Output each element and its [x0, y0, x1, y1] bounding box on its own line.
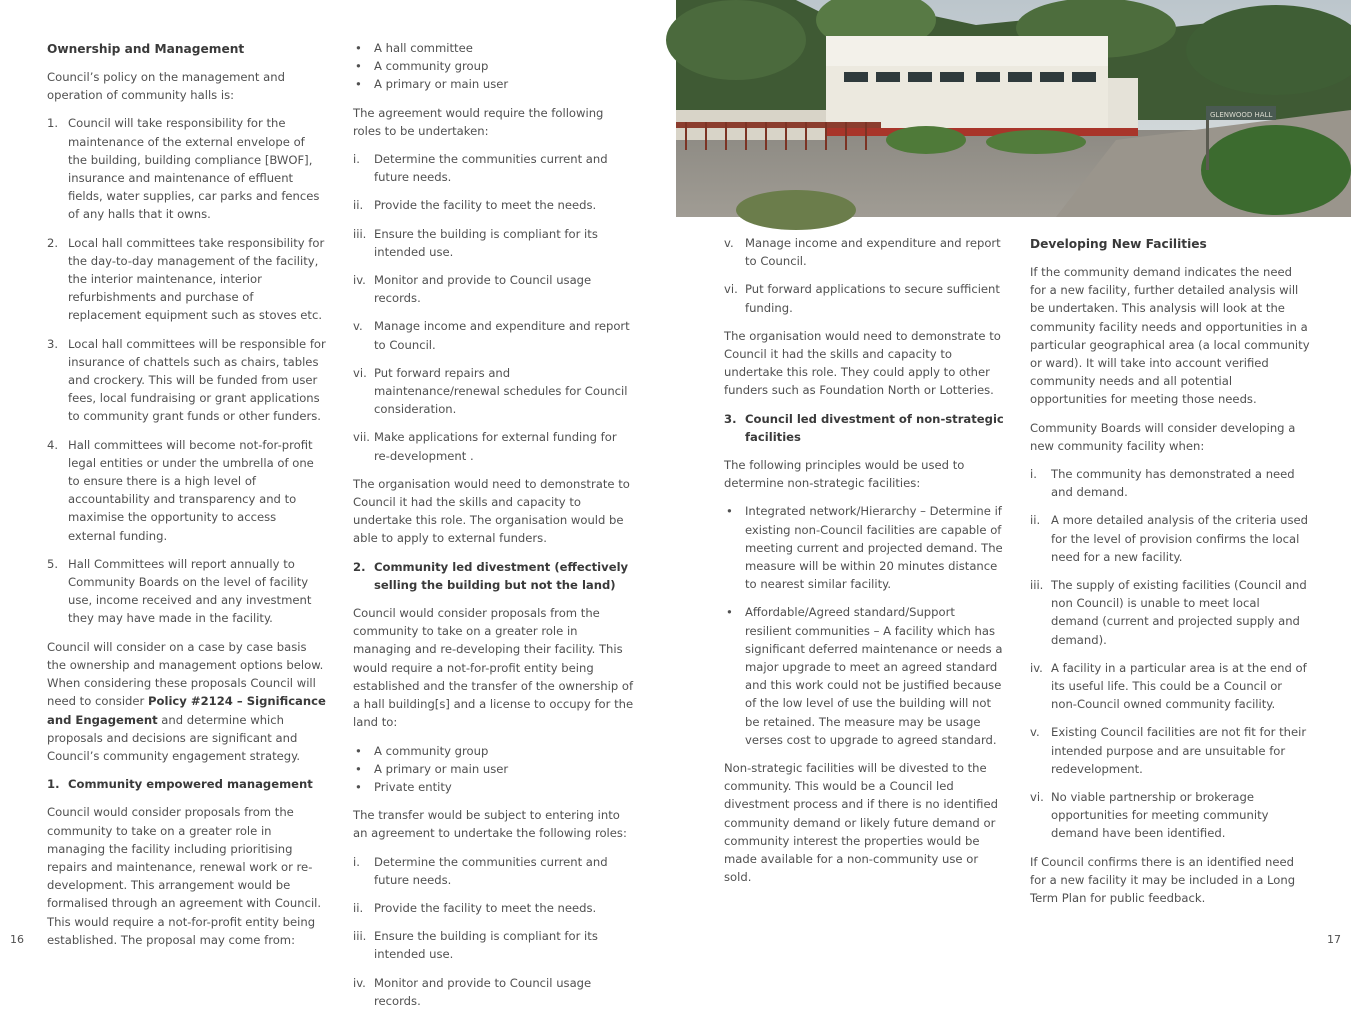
council-led-divestment-heading: 3. Council led divestment of non-strategic facilities — [724, 411, 1004, 444]
skills-paragraph: The organisation would need to demonstrate to Council it had the skills and capacity to undertake this role. They could apply to other funders such as Foundation North or Lotteries. — [724, 328, 1001, 398]
list-item: v. Manage income and expenditure and report to Council. — [353, 319, 630, 352]
list-item: v. Existing Council facilities are not fit for their intended purpose and are unsuitable for redevelopment. — [1030, 725, 1307, 776]
developing-new-facilities-heading: Developing New Facilities — [1030, 237, 1207, 251]
policy-paragraph: Council will consider on a case by case basis the ownership and management options below. When considering these proposals Council will need to consider Policy #2124 – Significance and Engagement and determine which proposals and decisions are significant and Council’s community engagement strategy. — [47, 639, 326, 763]
transfer-paragraph: The transfer would be subject to entering into an agreement to undertake the following roles: — [353, 808, 627, 841]
transfer-roles-list — [353, 853, 635, 1010]
list-item: i. Determine the communities current and future needs. — [353, 854, 608, 887]
new-facilities-intro: If the community demand indicates the need for a new facility, further detailed analysis will be undertaken. This analysis will look at the community facility needs and opportunities in a particular geographical area (a local community or ward). It will take into account verified community needs and all potential opportunities for meeting those needs. — [1030, 265, 1310, 407]
closing-paragraph: If Council confirms there is an identified need for a new facility it may be included in a Long Term Plan for public feedback. — [1030, 854, 1296, 906]
community-empowered-heading: 1. Community empowered management — [47, 777, 313, 792]
column-3 — [724, 234, 1004, 897]
list-item: • A community group — [355, 743, 489, 758]
roles-intro: The agreement would require the following roles to be undertaken: — [353, 105, 604, 138]
page-number-left: 16 — [10, 933, 24, 946]
community-led-divestment-paragraph: Council would consider proposals from the community to take on a greater role in managing and re-developing their facility. This would require a not-for-profit entity being established and the transfer of the ownership of a hall building[s] and a license to occupy for the land to: — [353, 606, 634, 730]
list-item: ii. Provide the facility to meet the needs. — [353, 900, 597, 915]
list-item: iv. Monitor and provide to Council usage records. — [353, 975, 592, 1008]
list-item: iii. Ensure the building is compliant for its intended use. — [353, 226, 598, 259]
page-number-right: 17 — [1327, 933, 1341, 946]
list-item: i. Determine the communities current and future needs. — [353, 152, 608, 185]
list-item: i. The community has demonstrated a need and demand. — [1030, 467, 1295, 500]
ownership-heading: Ownership and Management — [47, 42, 245, 56]
list-item: • Affordable/Agreed standard/Support resilient communities – A facility which has significant deferred maintenance or needs a major upgrade to meet an agreed standard and this work could not be justified because of the low level of use the building will not be retained. The measure may be usage verses cost to upgrade to agreed standard. — [726, 605, 1003, 747]
agreement-roles-list — [353, 150, 635, 465]
list-item: • A primary or main user — [355, 77, 509, 92]
list-item: iii. The supply of existing facilities (Council and non Council) is unable to meet local demand (current and projected supply and demand). — [1030, 578, 1307, 647]
column-4 — [1030, 234, 1310, 917]
list-item: vii. Make applications for external funding for re-development . — [353, 430, 617, 463]
community-boards-paragraph: Community Boards will consider developing a new community facility when: — [1030, 420, 1296, 453]
new-facility-conditions-list — [1030, 465, 1310, 843]
list-item: • A primary or main user — [355, 761, 509, 776]
column-1 — [47, 39, 327, 959]
transfer-roles-continued-list — [724, 234, 1004, 317]
proposal-source-list — [353, 39, 635, 94]
policy-reference: Policy #2124 – Significance and Engagement — [47, 694, 326, 727]
hall-photo-illustration — [676, 0, 1351, 217]
list-item: 1. Council will take responsibility for the maintenance of the external envelope of the building, building compliance [BWOF], insurance and maintenance of effluent fields, water supplies, car parks and fences of any halls that it owns. — [47, 116, 320, 222]
list-item: 2. Local hall committees take responsibility for the day-to-day management of the facility, the interior maintenance, interior refurbishments and purchase of replacement equipment such as stoves etc. — [47, 235, 325, 323]
community-empowered-paragraph: Council would consider proposals from the community to take on a greater role in managing the facility including prioritising repairs and maintenance, renewal work or re-development. This arrangement would be formalised through an agreement with Council. This would require a not-for-profit entity being established. The proposal may come from: — [47, 805, 322, 947]
list-item: • A hall committee — [355, 41, 473, 55]
list-item: iv. A facility in a particular area is at the end of its useful life. This could be a Council or non-Council owned community facility. — [1030, 660, 1307, 712]
list-item: ii. Provide the facility to meet the needs. — [353, 198, 597, 213]
principles-intro: The following principles would be used to determine non-strategic facilities: — [724, 458, 965, 491]
list-item: 4. Hall committees will become not-for-profit legal entities or under the umbrella of one to ensure there is a high level of accountability and transparency and to maximise the opportunity to access external funding. — [47, 437, 314, 543]
list-item: vi. Put forward applications to secure sufficient funding. — [724, 282, 1000, 315]
column-2 — [353, 39, 635, 1020]
transfer-recipient-list — [353, 742, 635, 797]
community-led-divestment-heading: 2. Community led divestment (effectively selling the building but not the land) — [353, 559, 629, 592]
hall-photo — [676, 0, 1351, 217]
list-item: • Integrated network/Hierarchy – Determine if existing non-Council facilities are capable of meeting current and projected demand. The measure will be within 20 minutes distance to nearest similar facility. — [726, 504, 1003, 592]
list-item: iv. Monitor and provide to Council usage records. — [353, 273, 592, 306]
list-item: iii. Ensure the building is compliant for its intended use. — [353, 929, 598, 962]
list-item: • Private entity — [355, 779, 452, 794]
skills-paragraph: The organisation would need to demonstrate to Council it had the skills and capacity to undertake this role. The organisation would be able to apply to external funders. — [353, 476, 630, 546]
list-item: ii. A more detailed analysis of the criteria used for the level of provision confirms the local need for a new facility. — [1030, 513, 1308, 564]
principles-list — [724, 502, 1004, 749]
list-item: 5. Hall Committees will report annually to Community Boards on the level of facility use, income received and any investment they may have made in the facility. — [47, 556, 312, 626]
list-item: v. Manage income and expenditure and report to Council. — [724, 236, 1001, 269]
list-item: • A community group — [355, 59, 489, 74]
list-item: vi. Put forward repairs and maintenance/renewal schedules for Council consideration. — [353, 365, 628, 417]
council-policy-list — [47, 114, 327, 627]
divestment-paragraph: Non-strategic facilities will be divested to the community. This would be a Council led divestment process and if there is no identified community demand or likely future demand or community interest the properties would be made available for a non-community use or sold. — [724, 761, 998, 885]
list-item: 3. Local hall committees will be responsible for insurance of chattels such as chairs, tables and crockery. This will be funded from user fees, local fundraising or grant applications to community grant funds or other funders. — [47, 336, 326, 424]
hall-sign-text: GLENWOOD HALL — [1210, 111, 1273, 119]
list-item: vi. No viable partnership or brokerage opportunities for meeting community demand have been identified. — [1030, 790, 1269, 841]
ownership-intro: Council’s policy on the management and operation of community halls is: — [47, 70, 285, 103]
